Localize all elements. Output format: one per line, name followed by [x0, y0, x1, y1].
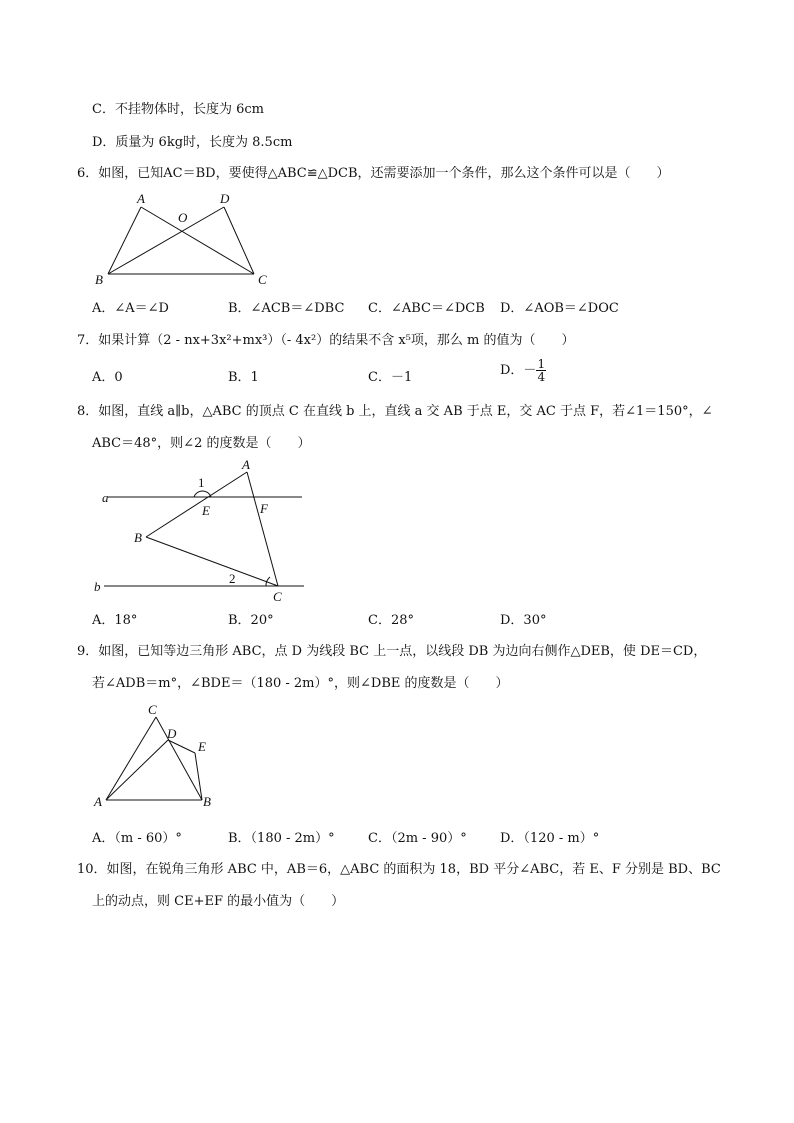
q6-label-c: C	[258, 272, 267, 287]
q8-option-c: C．28°	[368, 613, 414, 628]
q8-option-d: D．30°	[500, 613, 547, 628]
q7-fraction-denominator: 4	[537, 370, 546, 384]
q7-option-b: B．1	[228, 370, 259, 385]
q9-option-a: A．（m - 60）°	[92, 831, 182, 846]
q8-stem-line2: ABC＝48°，则∠2 的度数是（ ）	[92, 436, 311, 451]
q8-angle-1-arc	[194, 491, 211, 497]
q8-segment-ab	[146, 472, 247, 537]
q9-option-c: C．（2m - 90）°	[368, 831, 467, 846]
q5-option-d: D．质量为 6kg时，长度为 8.5cm	[92, 135, 293, 150]
q10-stem-line1: 10．如图，在锐角三角形 ABC 中，AB＝6，△ABC 的面积为 18，BD 平分∠ABC，若 E、F 分别是 BD、BC	[77, 862, 721, 877]
q6-option-a: A．∠A＝∠D	[92, 301, 169, 316]
q8-stem-line1: 8．如图，直线 a∥b，△ABC 的顶点 C 在直线 b 上，直线 a 交 AB 于点 E，交 AC 于点 F，若∠1＝150°，∠	[77, 404, 713, 419]
q8-angle-2-arc	[266, 577, 270, 586]
q6-segment-bd	[108, 207, 224, 274]
q8-label-b-line: b	[94, 579, 101, 594]
q9-stem-line1: 9．如图，已知等边三角形 ABC，点 D 为线段 BC 上一点，以线段 DB 为边向右侧作△DEB，使 DE＝CD，	[77, 644, 707, 659]
q9-label-c: C	[148, 702, 157, 717]
q8-label-a-line: a	[102, 490, 109, 505]
q8-label-c: C	[273, 589, 282, 604]
q9-label-a: A	[94, 794, 102, 809]
q6-label-a: A	[137, 191, 145, 206]
q7-option-d-fraction	[536, 358, 546, 383]
q8-segment-bc	[146, 537, 278, 586]
q8-figure	[90, 455, 310, 605]
q6-label-b: B	[95, 272, 103, 287]
q8-label-e: E	[202, 503, 210, 518]
q8-label-angle-2: 2	[229, 571, 236, 586]
q9-label-d: D	[167, 726, 177, 741]
q8-label-b: B	[134, 530, 142, 545]
q8-option-a: A．18°	[92, 613, 138, 628]
q8-label-angle-1: 1	[198, 475, 205, 490]
q7-fraction-numerator: 1	[537, 357, 546, 371]
q9-label-e: E	[198, 739, 206, 754]
q9-option-d: D．（120 - m）°	[500, 831, 600, 846]
q7-stem: 7．如果计算（2 - nx+3x²+mx³）（- 4x²）的结果不含 x⁵项，那么 m 的值为（ ）	[77, 333, 575, 348]
q6-option-d: D．∠AOB＝∠DOC	[500, 301, 619, 316]
q9-label-b: B	[203, 794, 211, 809]
q9-stem-line2: 若∠ADB＝m°，∠BDE＝（180 - 2m）°，则∠DBE 的度数是（ ）	[92, 676, 509, 691]
q6-option-b: B．∠ACB＝∠DBC	[228, 301, 345, 316]
q9-option-b: B．（180 - 2m）°	[228, 831, 335, 846]
q8-option-b: B．20°	[228, 613, 274, 628]
q7-option-c: C．－1	[368, 370, 413, 385]
q8-segment-ac	[247, 472, 278, 586]
q8-label-f: F	[260, 501, 268, 516]
q6-figure	[86, 186, 286, 292]
q6-option-c: C．∠ABC＝∠DCB	[368, 301, 485, 316]
q5-option-c: C．不挂物体时，长度为 6cm	[92, 102, 264, 117]
q6-label-d: D	[220, 191, 230, 206]
q7-option-d-prefix: D．－	[500, 363, 537, 378]
q6-segment-ac	[141, 207, 254, 274]
q8-label-a: A	[242, 457, 250, 472]
q6-stem: 6．如图，已知AC＝BD，要使得△ABC≌△DCB，还需要添加一个条件，那么这个条件可以是（ ）	[77, 166, 670, 181]
q9-segment-cb	[156, 717, 202, 800]
q7-option-a: A．0	[92, 370, 123, 385]
q9-figure	[90, 700, 230, 812]
q6-label-o: O	[178, 210, 188, 225]
q10-stem-line2: 上的动点，则 CE+EF 的最小值为（ ）	[92, 894, 345, 909]
q6-segment-dc	[224, 207, 254, 274]
q7-option-d	[500, 358, 546, 383]
